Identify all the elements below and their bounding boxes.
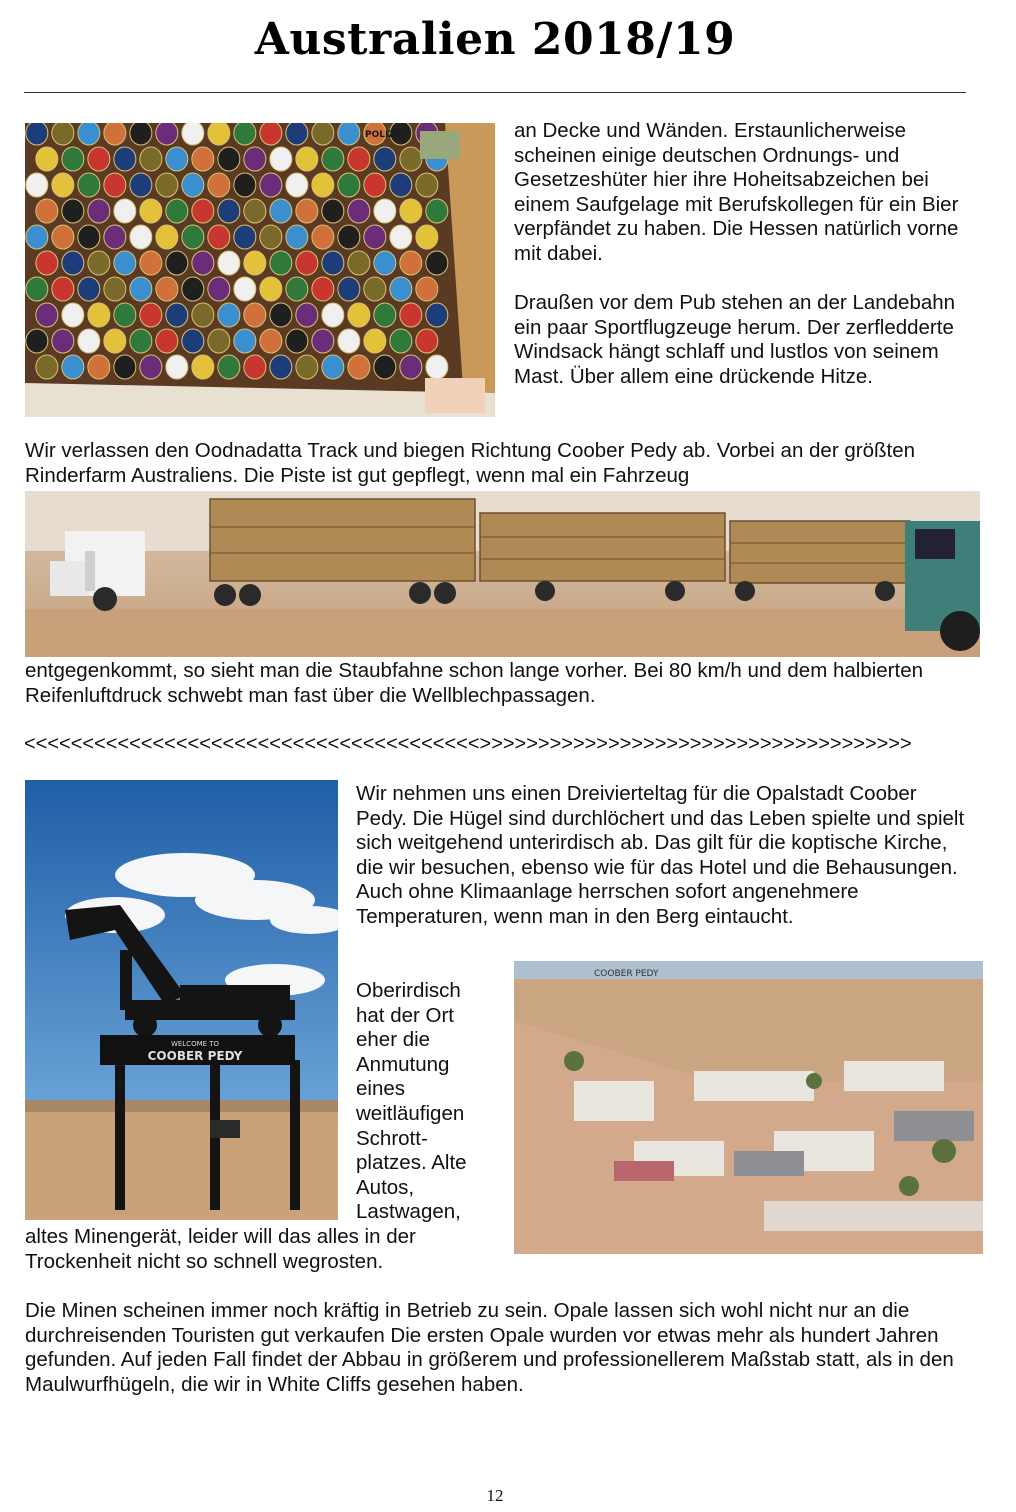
paragraph-1: an Decke und Wänden. Erstaunlicherweise scheinen einige deutschen Ordnungs- und Gesetzeshüter hier ihre Hoheitsabzeichen bei einem Saufgelage mit Berufskollegen für ein Bier verpfändet zu haben. Die Hessen natürlich vorne mit dabei. <box>514 119 959 265</box>
p6-line: Autos, <box>356 1175 415 1199</box>
p6-line: platzes. Alte <box>356 1151 467 1175</box>
title-divider <box>24 92 966 93</box>
p6-line: eher die <box>356 1028 431 1052</box>
p6-line: eines <box>356 1077 406 1101</box>
paragraph-5: Wir nehmen uns einen Dreivierteltag für die Opalstadt Coober Pedy. Die Hügel sind durchlöchert und das Leben spielte und spielt sich weitgehend unterirdisch ab. Das gilt für die koptische Kirche, die wir besuchen, ebenso wie für das Hotel und die Behausungen. Auch ohne Klimaanlage herrschen sofort angenehmere Temperaturen, wenn man in den Berg eintaucht. <box>356 782 965 928</box>
page-title: Australien 2018/19 <box>254 14 736 65</box>
police-patches-photo <box>25 123 495 417</box>
coober-pedy-town-photo <box>514 961 983 1254</box>
p6-line: Schrott- <box>356 1126 428 1150</box>
sign-welcome-text: WELCOME TO <box>170 1040 220 1048</box>
p6-line: Anmutung <box>356 1052 450 1076</box>
coober-pedy-sign-photo <box>25 780 338 1220</box>
p6-line: Oberirdisch <box>356 979 461 1002</box>
page-number: 12 <box>486 1486 504 1505</box>
p6-line: Lastwagen, <box>356 1200 461 1224</box>
paragraph-2: Draußen vor dem Pub stehen an der Landebahn ein paar Sportflugzeuge herum. Der zerfledderte Windsack hängt schlaff und lustlos von seinem Mast. Über allem eine drückende Hitze. <box>514 291 956 388</box>
patch-label: POLIZEI <box>365 130 405 140</box>
hill-sign-text: COOBER PEDY <box>594 969 659 979</box>
paragraph-4: entgegenkommt, so sieht man die Staubfahne schon lange vorher. Bei 80 km/h und dem halbierten Reifenluftdruck schwebt man fast über die Wellblechpassagen. <box>25 659 924 707</box>
p6-line: weitläufigen <box>356 1101 465 1125</box>
road-train-photo <box>25 491 980 657</box>
p6-line: hat der Ort <box>356 1003 454 1027</box>
paragraph-7: Die Minen scheinen immer noch kräftig in Betrieb zu sein. Opale lassen sich wohl nicht nur an die durchreisenden Touristen gut verkaufen Die ersten Opale wurden vor etwas mehr als hundert Jahren gefunden. Auf jeden Fall findet der Abbau in größerem und professionellerem Maßstab statt, als in den Maulwurfhügeln, die wir in White Cliffs gesehen haben. <box>25 1299 954 1396</box>
section-separator: <<<<<<<<<<<<<<<<<<<<<<<<<<<<<<<<<<<<<<<>>>>>>>>>>>>>>>>>>>>>>>>>>>>>>>>>>>>> <box>24 733 912 755</box>
paragraph-6-end: altes Minengerät, leider will das alles in der Trockenheit nicht so schnell wegrosten. <box>25 1225 416 1273</box>
sign-name-text: COOBER PEDY <box>147 1049 243 1063</box>
paragraph-3: Wir verlassen den Oodnadatta Track und biegen Richtung Coober Pedy ab. Vorbei an der größten Rinderfarm Australiens. Die Piste ist gut gepflegt, wenn mal ein Fahrzeug <box>25 439 916 487</box>
paragraph-6-column <box>356 979 506 1225</box>
